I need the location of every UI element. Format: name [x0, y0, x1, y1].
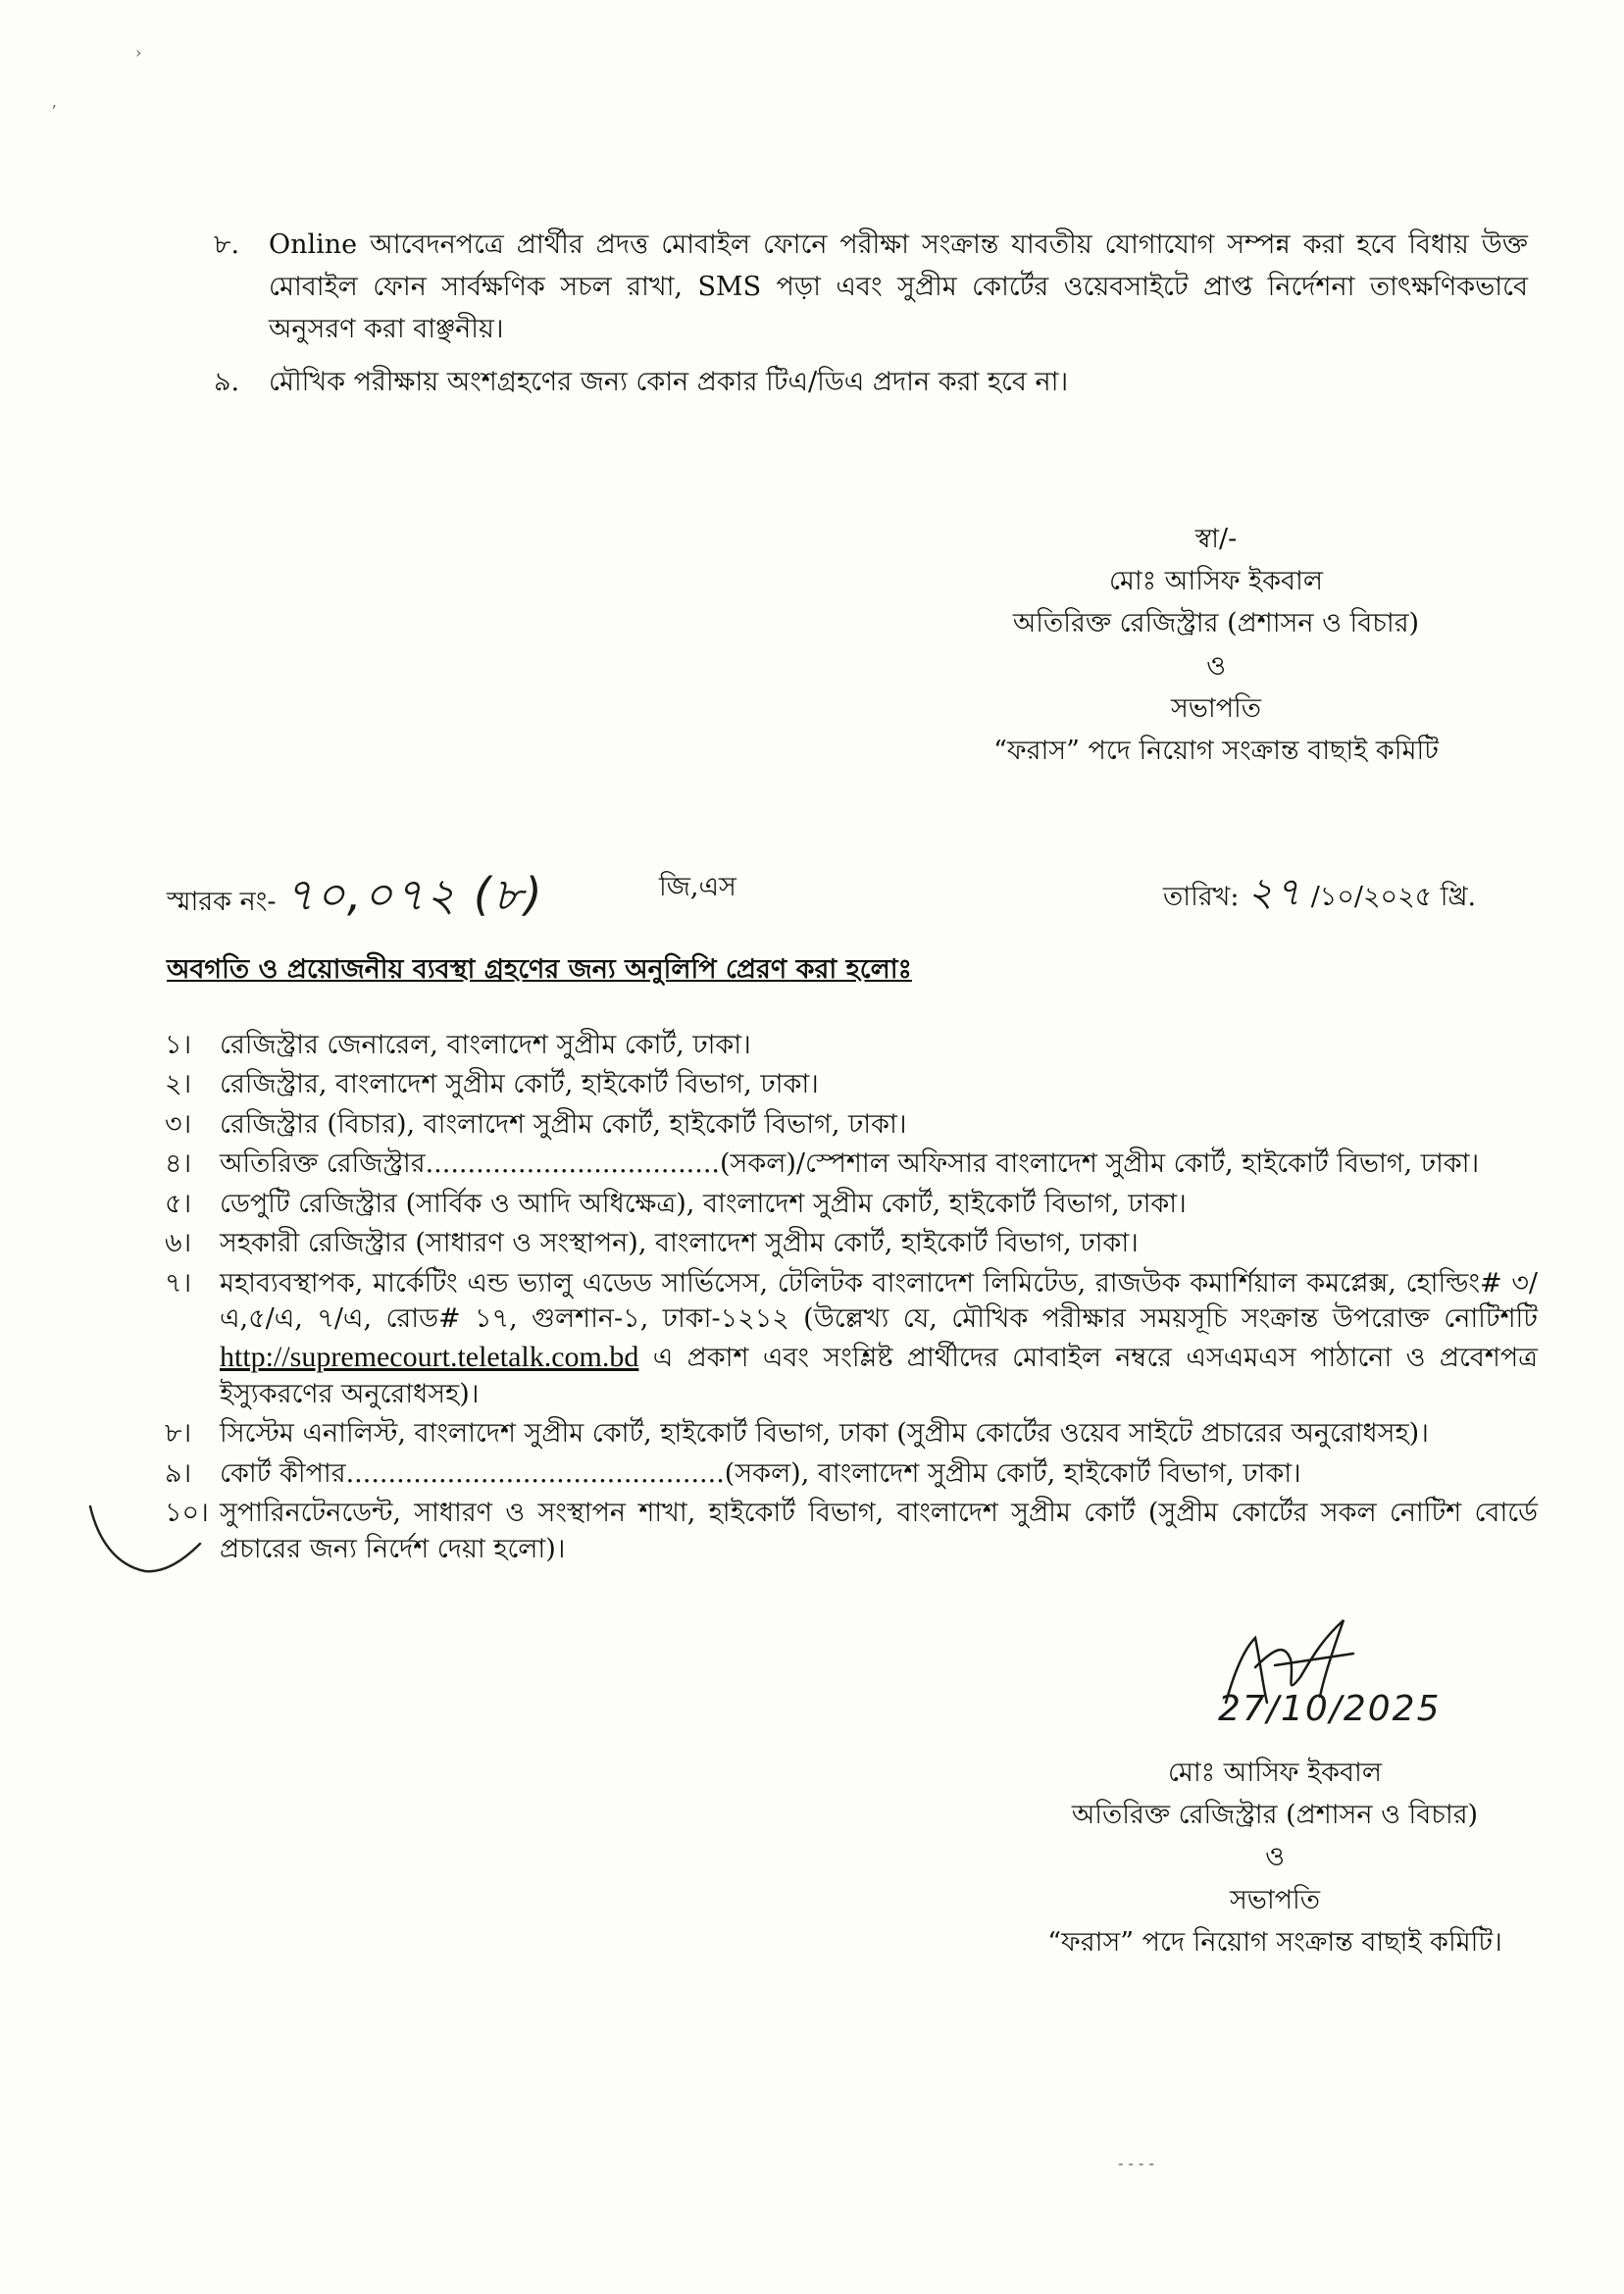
scan-speck: ʼ: [51, 102, 57, 121]
recipient-text: ডেপুটি রেজিস্ট্রার (সার্বিক ও আদি অধিক্ষেত্র), বাংলাদেশ সুপ্রীম কোর্ট, হাইকোর্ট বিভাগ, ঢাকা।: [220, 1188, 1187, 1219]
signature-date: 27/10/2025: [1218, 1689, 1442, 1729]
committee-name: “ফরাস” পদে নিয়োগ সংক্রান্ত বাছাই কমিটি: [993, 735, 1439, 766]
signed-mark: স্বা/-: [1194, 524, 1238, 554]
memo-number: [167, 861, 544, 936]
handwritten-check-mark: [86, 1501, 204, 1579]
instruction-number: ৮.: [214, 229, 240, 260]
recipient-text: কোর্ট কীপার.............................................(সকল), বাংলাদেশ সুপ্রীম কোর্ট, হাইকোর্ট বিভাগ, ঢাকা।: [220, 1457, 1301, 1489]
recipient-text: রেজিস্ট্রার জেনারেল, বাংলাদেশ সুপ্রীম কোর্ট, ঢাকা।: [220, 1030, 751, 1060]
recipient-number: ৪।: [165, 1148, 192, 1180]
signatory-role: সভাপতি: [1229, 1884, 1321, 1915]
copy-heading: অবগতি ও প্রয়োজনীয় ব্যবস্থা গ্রহণের জন্য অনুলিপি প্রেরণ করা হলোঃ: [167, 954, 912, 985]
committee-name: “ফরাস” পদে নিয়োগ সংক্রান্ত বাছাই কমিটি।: [1047, 1926, 1502, 1958]
list-item: [165, 1187, 1538, 1222]
teletalk-link[interactable]: http://supremecourt.teletalk.com.bd: [220, 1340, 639, 1373]
signatory-name: মোঃ আসিফ ইকবাল: [1108, 566, 1324, 597]
recipient-number: ১।: [165, 1030, 192, 1060]
scan-speck: - - - -: [1118, 2154, 1154, 2172]
list-item: [165, 1107, 1538, 1143]
list-item: [165, 1416, 1538, 1452]
recipient-text: সিস্টেম এনালিস্ট, বাংলাদেশ সুপ্রীম কোর্ট, হাইকোর্ট বিভাগ, ঢাকা (সুপ্রীম কোর্টের ওয়েব সাইটে প্রচারের অনুরোধসহ)।: [220, 1418, 1429, 1450]
instruction-text: মৌখিক পরীক্ষায় অংশগ্রহণের জন্য কোন প্রকার টিএ/ডিএ প্রদান করা হবে না।: [269, 367, 1069, 397]
recipient-text: [220, 1266, 1538, 1413]
recipient-number: ৯।: [165, 1457, 192, 1489]
signature-block: [941, 518, 1491, 772]
recipient-list: [165, 1028, 1538, 1571]
recipient-number: ৮।: [165, 1418, 192, 1450]
list-item: [165, 1266, 1538, 1413]
recipient-text: সুপারিনটেনডেন্ট, সাধারণ ও সংস্থাপন শাখা, হাইকোর্ট বিভাগ, বাংলাদেশ সুপ্রীম কোর্ট (সুপ্রীম কোর্টের সকল নোটিশ বোর্ডে প্রচারের জন্য নির্দেশ দেয়া হলো)।: [220, 1498, 1538, 1564]
signature-block: [1000, 1752, 1549, 1963]
instruction-item: [214, 224, 1528, 351]
memo-label: স্মারক নং-: [167, 887, 277, 917]
signatory-designation: অতিরিক্ত রেজিস্ট্রার (প্রশাসন ও বিচার): [1012, 608, 1420, 639]
instruction-text: Online আবেদনপত্রে প্রার্থীর প্রদত্ত মোবাইল ফোনে পরীক্ষা সংক্রান্ত যাবতীয় যোগাযোগ সম্পন্ন করা হবে বিধায় উক্ত মোবাইল ফোন সার্বক্ষণিক সচল রাখা, SMS পড়া এবং সুপ্রীম কোর্টের ওয়েবসাইটে প্রাপ্ত নির্দেশনা তাৎক্ষণিকভাবে অনুসরণ করা বাঞ্ছনীয়।: [269, 229, 1528, 345]
recipient-number: ২।: [165, 1069, 192, 1100]
recipient-number: ৩।: [165, 1108, 192, 1140]
recipient-number: ৫।: [165, 1188, 192, 1219]
recipient-number: ৬।: [165, 1228, 192, 1259]
date-handwritten-day: ২৭: [1247, 870, 1303, 915]
recipient-text-part: এ প্রকাশ এবং সংশ্লিষ্ট প্রার্থীদের মোবাইল নম্বরে এসএমএস পাঠানো ও প্রবেশপত্র ইস্যুকরণের অনুরোধসহ)।: [220, 1342, 1538, 1409]
signatory-designation: অতিরিক্ত রেজিস্ট্রার (প্রশাসন ও বিচার): [1071, 1800, 1479, 1831]
recipient-number: ৭।: [165, 1267, 192, 1299]
instruction-item: [214, 361, 1528, 403]
conjunction: ও: [1265, 1842, 1285, 1873]
signatory-name: মোঃ আসিফ ইকবাল: [1167, 1758, 1383, 1788]
memo-handwritten-number: ৭০,০৭২ (৮): [284, 868, 544, 921]
list-item: [165, 1496, 1538, 1567]
memo-date: [1163, 861, 1476, 927]
scan-speck: ›: [135, 43, 142, 62]
list-item: [165, 1147, 1538, 1182]
recipient-number: ১০।: [165, 1498, 209, 1529]
instruction-number: ৯.: [214, 367, 240, 397]
memo-section: জি,এস: [659, 872, 736, 902]
recipient-text: অতিরিক্ত রেজিস্ট্রার...................................(সকল)/স্পেশাল অফিসার বাংলাদেশ সুপ্রীম কোর্ট, হাইকোর্ট বিভাগ, ঢাকা।: [220, 1148, 1480, 1180]
conjunction: ও: [1206, 650, 1226, 682]
signatory-role: সভাপতি: [1170, 692, 1262, 724]
date-label: তারিখ:: [1163, 882, 1240, 912]
recipient-text: রেজিস্ট্রার (বিচার), বাংলাদেশ সুপ্রীম কোর্ট, হাইকোর্ট বিভাগ, ঢাকা।: [220, 1108, 907, 1140]
recipient-text: সহকারী রেজিস্ট্রার (সাধারণ ও সংস্থাপন), বাংলাদেশ সুপ্রীম কোর্ট, হাইকোর্ট বিভাগ, ঢাকা।: [220, 1228, 1139, 1259]
list-item: [165, 1028, 1538, 1063]
list-item: [165, 1226, 1538, 1261]
recipient-text: রেজিস্ট্রার, বাংলাদেশ সুপ্রীম কোর্ট, হাইকোর্ট বিভাগ, ঢাকা।: [220, 1069, 819, 1100]
date-rest: /১০/২০২৫ খ্রি.: [1310, 882, 1477, 912]
recipient-text-part: মহাব্যবস্থাপক, মার্কেটিং এন্ড ভ্যালু এডেড সার্ভিসেস, টেলিটক বাংলাদেশ লিমিটেড, রাজউক কমার্শিয়াল কমপ্লেক্স, হোল্ডিং# ৩/এ,৫/এ, ৭/এ, রোড# ১৭, গুলশান-১, ঢাকা-১২১২ (উল্লেখ্য যে, মৌখিক পরীক্ষার সময়সূচি সংক্রান্ত উপরোক্ত নোটিশটি: [220, 1267, 1538, 1335]
list-item: [165, 1067, 1538, 1102]
list-item: [165, 1456, 1538, 1492]
